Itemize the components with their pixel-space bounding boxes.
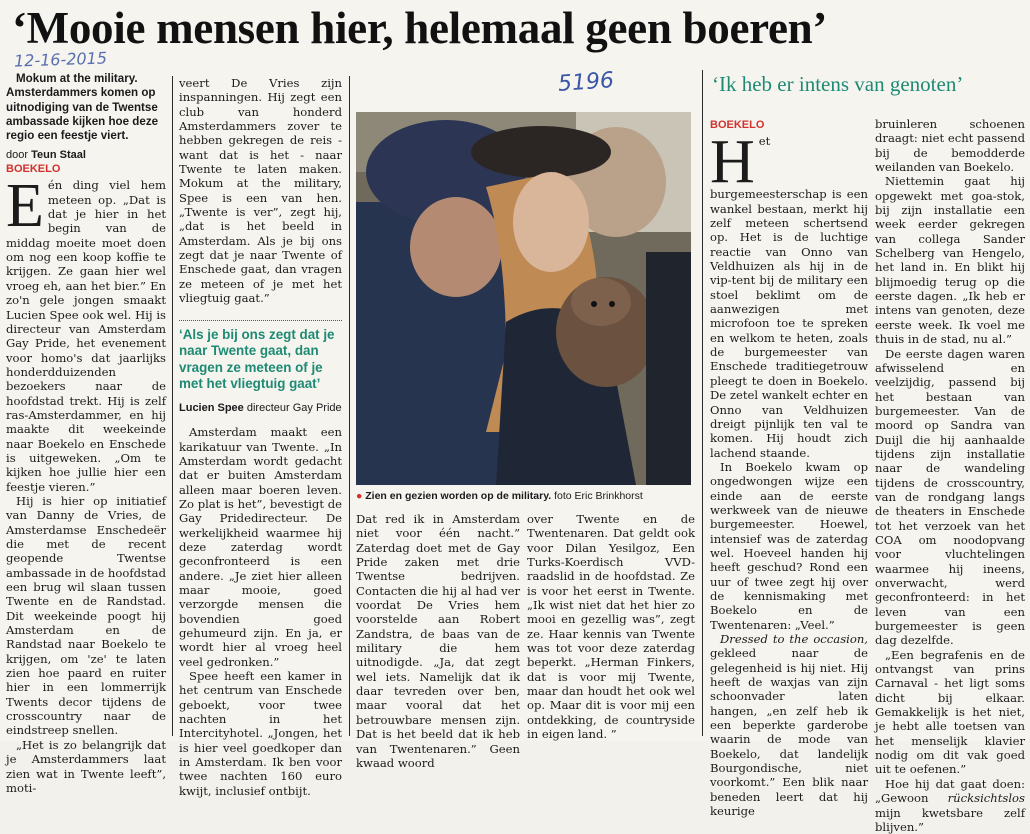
article-paragraph: Amsterdam maakt een karikatuur van Twente. „In Amsterdam wordt gedacht dat er buiten Amsterdam alleen maar boeren leven. Zo plat is het”, bevestigt de Gay Pridedirecteur. De werkelijkheid waarmee hij deze zaterdag wordt geconfronteerd is een andere. „Je ziet hier alleen maar mooie, goed verzorgde mensen die bovendien goed gehumeurd zijn. En ja, er wordt hier al vroeg heel veel gedronken.” <box>179 425 342 669</box>
column-2 <box>179 76 342 798</box>
column-divider <box>349 76 350 736</box>
article-paragraph: veert De Vries zijn inspanningen. Hij zegt een club van honderd Amsterdammers zover te hebben gekregen de reis - want dat is het - naar Twente te laten maken. Mokum at the military, Spee is een van hen. „Twente is ver”, zegt hij, „dat is het beeld in Amsterdam. Als je bij ons zegt dat je naar Twente of Enschede gaat, dan vragen ze meteen of je met het vliegtuig gaat.” <box>179 76 342 306</box>
quote-name: Lucien Spee <box>179 401 244 414</box>
quote-role: directeur Gay Pride <box>246 401 342 414</box>
caption-bullet-icon: ● <box>356 490 363 502</box>
article-paragraph: Niettemin gaat hij opgewekt met goa-stok, bij zijn installatie een week eerder gekregen van collega Sander Schelberg van Hengelo, het land in. En blikt hij blijmoedig terug op die eerste dagen. „Ik heb er intens van genoten, deze eerste week. Ik voel me thuis in de stad, nu al.” <box>875 174 1025 347</box>
article-paragraph: Het burgemeesterschap is een wankel bestaan, merkt hij zelf meteen schertsend op. Het is de luchtige reactie van Onno van Veldhuizen als hij in de vip-tent bij de military een stoel beklimt om de aanwezigen met microfoon toe te spreken en welkom te heten, zoals de burgemeester van Enschede traditiegetrouw pleegt te doen in Boekelo. De zetel wankelt echter en Onno van Veldhuizen dreigt pijnlijk ten val te komen. Hij houdt zich lachend staande. <box>710 128 868 460</box>
drop-cap: H <box>710 128 755 197</box>
article-paragraph: In Boekelo kwam op ongedwongen wijze een einde aan de eerste werkweek van de nieuwe burgemeester. Hoewel, intensief was de zaterdag wel. Hoeveel handen hij heeft geschud? Rond een uur of twee zegt hij over de kennismaking met Boekelo en de Twentenaren: „Veel.” <box>710 459 868 632</box>
side-dateline-place: BOEKELO <box>710 119 765 131</box>
quote-attribution <box>179 401 342 415</box>
side-column-2 <box>875 117 1025 834</box>
caption-text: Zien en gezien worden op de military. <box>365 490 552 502</box>
pull-quote: ‘Als je bij ons zegt dat je naar Twente gaat, dan vragen ze meteen of je met het vliegtuig gaat’ <box>179 326 335 392</box>
column-1 <box>6 72 166 795</box>
column-3 <box>356 512 520 770</box>
side-article-headline: ‘Ik heb er intens van genoten’ <box>712 72 964 96</box>
column-divider <box>172 76 173 736</box>
drop-cap: E <box>6 172 44 241</box>
headline: ‘Mooie mensen hier, helemaal geen boeren’ <box>12 3 828 53</box>
article-paragraph: Dressed to the occasion, gekleed naar de gelegenheid is hij niet. Hij heeft de waxjas van zijn schoonvader laten hangen, „en zelf heb ik een beperkte garderobe waarin de mode van Boekelo, dat landelijk Bourgondische, niet voorkomt.” Een blik naar beneden leert dat hij keurige <box>710 632 868 819</box>
byline <box>6 148 166 162</box>
side-column-1 <box>710 118 868 818</box>
column-4 <box>527 512 695 742</box>
byline-author: Teun Staal <box>31 148 86 161</box>
article-paragraph: Dat red ik in Amsterdam niet voor één nacht.” Zaterdag doet met de Gay Pride zaken met drie Twentse bedrijven. Contacten die hij al had ver voordat De Vries hem voorstelde aan Robert Zandstra, de baas van de military die hem uitnodigde. „Ja, dat zegt wel iets. Namelijk dat ik daar tevreden over ben, maar vooral dat het betrouwbare mensen zijn. Dat is het beeld dat ik heb van Twentenaren.” Geen kwaad woord <box>356 512 520 770</box>
article-paragraph: „Een begrafenis en de ontvangst van prins Carnaval - het ligt soms dicht bij elkaar. Gemakkelijk is het niet, je hebt alle toetsen van het menselijk klavier nodig om dit vak goed uit te oefenen.” <box>875 647 1025 777</box>
article-paragraph: bruinleren schoenen draagt: niet echt passend bij de bemodderde weilanden van Boekelo. <box>875 117 1025 175</box>
column-divider <box>702 70 703 736</box>
article-paragraph: Hij is hier op initiatief van Danny de Vries, de Amsterdamse Enschedeër die met de recent geopende Twentse ambassade in de hoofdstad een brug wil slaan tussen Twente en de Randstad. Dit weekeinde poogt hij Amsterdam en de Randstad naar Boekelo te krijgen, om 'ze' te laten zien hoe paard en ruiter hier in een lommerrijk Twents decor tijdens de crosscountry naar de eindstreep snellen. <box>6 493 166 738</box>
photo-caption <box>356 490 696 502</box>
article-paragraph: De eerste dagen waren afwisselend en veelzijdig, passend bij het bestaan van burgemeester. Van de moord op Sandra van Duijl die hij aanhaalde tijdens zijn installatie naar de wandeling tijdens de crosscountry, van de rondgang langs de theaters in Enschede tot het verzoek van het COA om noodopvang voor vluchtelingen waarmee hij ineens, onverwacht, werd geconfronteerd: in het leven van een burgemeester is geen dag dezelfde. <box>875 346 1025 648</box>
byline-prefix: door <box>6 148 29 161</box>
dateline-place: BOEKELO <box>6 163 61 176</box>
intro-text: Mokum at the military. Amsterdammers komen op uitnodiging van de Twentse ambassade kijken hoe deze regio een feestje viert. <box>6 72 159 143</box>
article-paragraph: „Het is zo belangrijk dat je Amsterdammers laat zien wat in Twente leeft”, moti- <box>6 737 166 795</box>
article-paragraph: Eén ding viel hem meteen op. „Dat is dat je hier in het begin van de middag moeite moet doen om nog een koop koffie te krijgen. Ze gaan hier wel vroeg eh, aan het bier.” En zo'n gele jongen smaakt Lucien Spee ook wel. Hij is directeur van Amsterdam Gay Pride, het evenement voor homo's dat jaarlijks honderdduizenden bezoekers naar de hoofdstad trekt. Hij is zelf ras-Amsterdammer, en hij maakte dit weekeinde naar Boekelo en Enschede is uitgeweken. „Om te kijken hoe jullie hier een feestje vieren.” <box>6 172 166 494</box>
article-paragraph: over Twente en de Twentenaren. Dat geldt ook voor Dilan Yesilgoz, Een Turks-Koerdisch VVD-raadslid in de hoofdstad. Ze is voor het eerst in Twente. „Ik wist niet dat het hier zo mooi en gezellig was”, zegt ze. Haar kennis van Twente was tot voor deze zaterdag beperkt. „Herman Finkers, dat is voor mij Twente, maar dan houdt het ook wel op. Maar dit is voor mij een ontdekking, de countryside in eigen land. ” <box>527 512 695 742</box>
article-paragraph: Spee heeft een kamer in het centrum van Enschede geboekt, voor twee nachten in het Intercityhotel. „Jongen, het is hier veel goedkoper dan in Amsterdam. Ik ben voor twee nachten 160 euro kwijt, inclusief ontbijt. <box>179 669 342 798</box>
article-paragraph: Hoe hij dat gaat doen: „Gewoon rücksichtslos mijn kwetsbare zelf blijven.” <box>875 776 1025 834</box>
handwritten-number: 5196 <box>557 68 615 97</box>
photo-woman-with-dog <box>356 112 691 485</box>
caption-credit: foto Eric Brinkhorst <box>554 490 643 502</box>
handwritten-date: 12-16-2015 <box>13 48 108 71</box>
